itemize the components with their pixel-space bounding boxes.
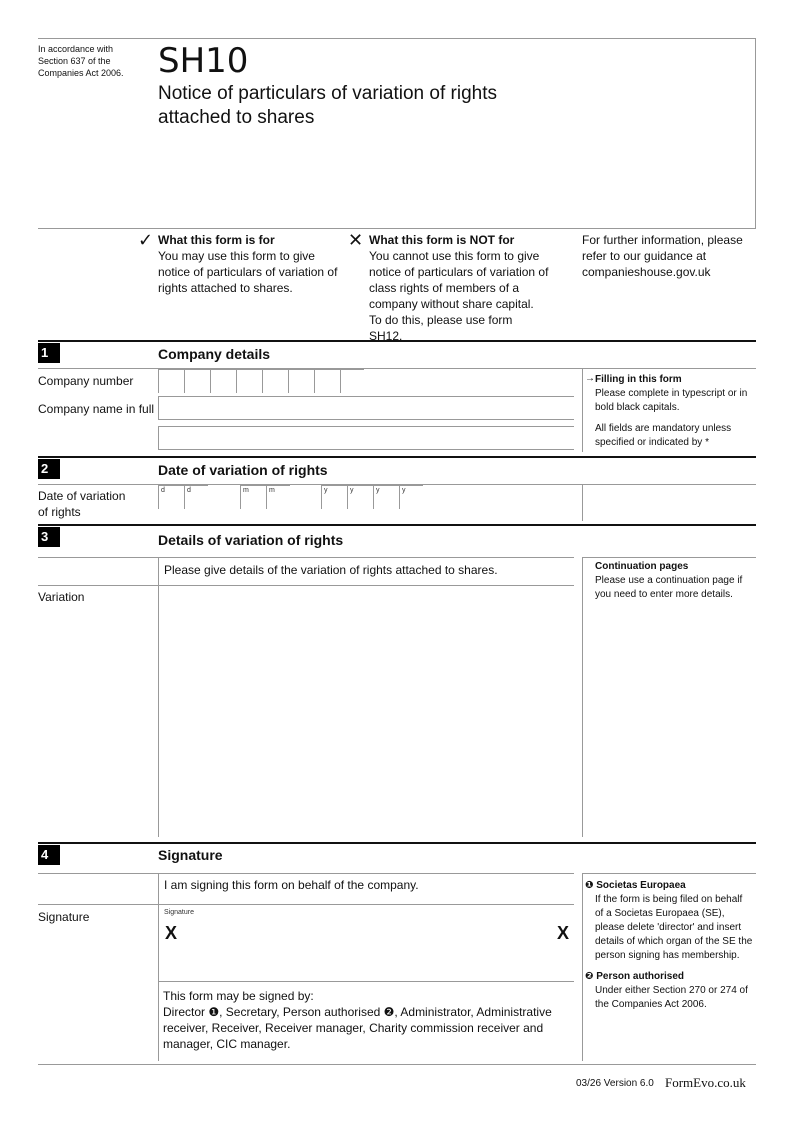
form-title-line1: Notice of particulars of variation of rights [158, 83, 497, 104]
cross-icon: ✕ [348, 230, 364, 250]
note1-heading: ❶ Societas Europaea [585, 880, 686, 891]
further-info: For further information, please refer to our guidance at companieshouse.gov.uk [582, 233, 743, 279]
signed-by-text: Director ❶, Secretary, Person authorised ❷, Administrator, Administrative receiver, Receiver, Receiver manager, Charity commission receiver and manager, CIC manager. [163, 1005, 552, 1051]
section3-rule [38, 524, 756, 526]
section4-rule [38, 842, 756, 844]
section3-help-top [582, 557, 756, 558]
date-box-year[interactable] [373, 485, 399, 509]
section1-rule [38, 340, 756, 342]
date-letter: m [269, 487, 275, 494]
note1-text: If the form is being filed on behalf of a Societas Europaea (SE), please delete 'director' and insert details of which organ of the SE the person signing has membership. [595, 894, 753, 961]
date-letter: y [402, 487, 406, 494]
company-number-label: Company number [38, 374, 134, 388]
for-text: You may use this form to give notice of particulars of variation of rights attached to shares. [158, 249, 338, 295]
not-for-heading: What this form is NOT for [369, 233, 515, 247]
section4-statement: I am signing this form on behalf of the company. [164, 878, 419, 892]
date-letter: y [324, 487, 328, 494]
check-icon: ✓ [138, 230, 154, 250]
section1-divider [38, 368, 756, 369]
section3-help-text: Please use a continuation page if you need to enter more details. [595, 575, 743, 600]
variation-textarea[interactable] [159, 586, 574, 837]
sign-mark-left: X [165, 923, 178, 943]
arrow-right-icon: → [585, 373, 595, 384]
date-letter: y [376, 487, 380, 494]
section4-divider [38, 873, 574, 874]
section4-help-border [582, 873, 583, 1061]
header-divider [38, 228, 756, 229]
date-box-year[interactable] [399, 485, 423, 509]
footer-brand: FormEvo.co.uk [665, 1075, 746, 1090]
legal-note: In accordance with Section 637 of the Companies Act 2006. [38, 44, 124, 78]
company-name-label: Company name in full [38, 402, 155, 416]
signature-box-label: Signature [164, 909, 194, 916]
not-for-text: You cannot use this form to give notice of particulars of variation of class rights of members of a company without share capital. To do this, please use form SH12. [369, 249, 549, 343]
company-number-digit[interactable] [262, 369, 288, 393]
date-box-year[interactable] [321, 485, 347, 509]
section3-divider [38, 557, 574, 558]
section2-title: Date of variation of rights [158, 462, 328, 478]
section1-number: 1 [38, 343, 60, 363]
date-box-month[interactable] [266, 485, 290, 509]
top-border [38, 38, 756, 39]
section3-title: Details of variation of rights [158, 532, 344, 548]
section4-number: 4 [38, 845, 60, 865]
sign-mark-right: X [557, 923, 570, 943]
date-box-day[interactable] [184, 485, 208, 509]
section4-help-top [582, 873, 756, 874]
date-box-month[interactable] [240, 485, 266, 509]
footer-version: 03/26 Version 6.0 [576, 1078, 654, 1089]
section2-rule [38, 456, 756, 458]
company-number-digit[interactable] [210, 369, 236, 393]
company-number-digit[interactable] [184, 369, 210, 393]
signature-label: Signature [38, 910, 90, 924]
company-name-field-1[interactable] [158, 396, 574, 420]
right-border [755, 38, 756, 228]
variation-label: Variation [38, 590, 85, 604]
form-code: SH10 [158, 41, 249, 81]
signed-by-heading: This form may be signed by: [163, 989, 314, 1003]
for-heading: What this form is for [158, 233, 275, 247]
section2-help-border [582, 485, 583, 521]
section4-title: Signature [158, 847, 223, 863]
section1-help-border [582, 369, 583, 452]
company-number-digit[interactable] [158, 369, 184, 393]
company-number-digit[interactable] [340, 369, 364, 393]
company-number-digit[interactable] [236, 369, 262, 393]
company-name-field-2[interactable] [158, 426, 574, 450]
signature-box[interactable] [159, 905, 574, 981]
date-letter: d [161, 487, 165, 494]
note2-heading: ❷ Person authorised [585, 971, 685, 982]
date-box-year[interactable] [347, 485, 373, 509]
date-of-variation-label: Date of variation of rights [38, 489, 126, 519]
section2-number: 2 [38, 459, 60, 479]
date-letter: d [187, 487, 191, 494]
form-title-line2: attached to shares [158, 107, 315, 128]
section3-help-border [582, 557, 583, 837]
date-box-day[interactable] [158, 485, 184, 509]
company-number-digit[interactable] [288, 369, 314, 393]
section1-help-text2: All fields are mandatory unless specified or indicated by * [595, 423, 732, 448]
company-number-digit[interactable] [314, 369, 340, 393]
section3-instruction: Please give details of the variation of rights attached to shares. [164, 563, 498, 577]
section3-number: 3 [38, 527, 60, 547]
section3-help-heading: Continuation pages [595, 561, 689, 572]
footer-rule [38, 1064, 756, 1065]
section1-help-heading: Filling in this form [595, 374, 682, 385]
section1-title: Company details [158, 346, 271, 362]
date-letter: m [243, 487, 249, 494]
note2-text: Under either Section 270 or 274 of the Companies Act 2006. [595, 985, 748, 1010]
section1-help-text1: Please complete in typescript or in bold black capitals. [595, 388, 748, 413]
signature-bottom [158, 981, 574, 982]
date-letter: y [350, 487, 354, 494]
